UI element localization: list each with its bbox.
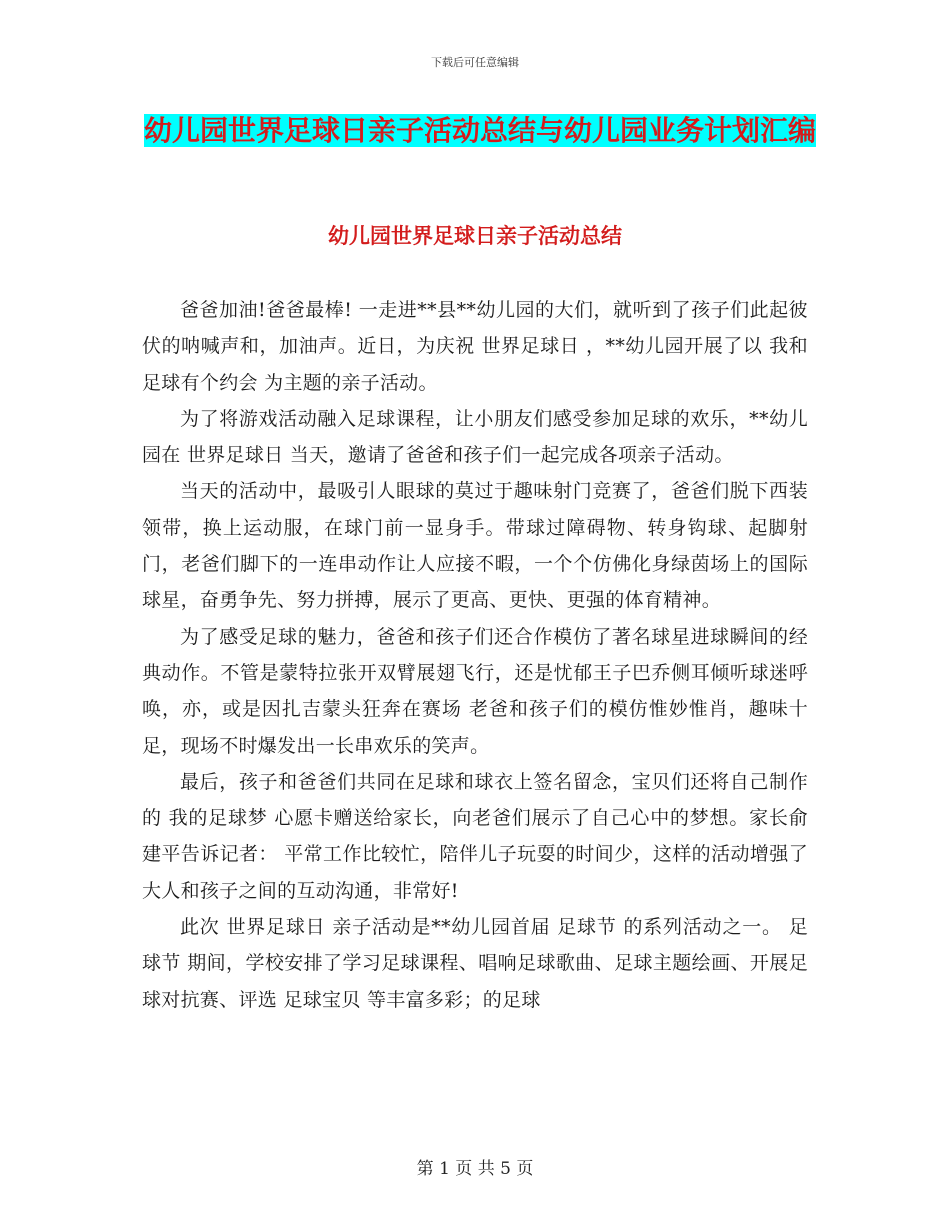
document-body [142, 292, 808, 1018]
section-title: 幼儿园世界足球日亲子活动总结 [328, 224, 622, 248]
body-paragraph: 为了感受足球的魅力，爸爸和孩子们还合作模仿了著名球星进球瞬间的经典动作。不管是蒙特拉张开双臂展翅飞行，还是忧郁王子巴乔侧耳倾听球迷呼唤，亦，或是因扎吉蒙头狂奔在赛场 老爸和孩子们的模仿惟妙惟肖，趣味十足，现场不时爆发出一长串欢乐的笑声。 [142, 625, 808, 757]
body-paragraph: 最后，孩子和爸爸们共同在足球和球衣上签名留念，宝贝们还将自己制作的 我的足球梦 心愿卡赠送给家长，向老爸们展示了自己心中的梦想。家长俞建平告诉记者： 平常工作比较忙，陪伴儿子玩耍的时间少，这样的活动增强了大人和孩子之间的互动沟通，非常好! [142, 770, 808, 902]
body-paragraph: 当天的活动中，最吸引人眼球的莫过于趣味射门竞赛了，爸爸们脱下西装领带，换上运动服，在球门前一显身手。带球过障碍物、转身钩球、起脚射门，老爸们脚下的一连串动作让人应接不暇，一个个仿佛化身绿茵场上的国际球星，奋勇争先、努力拼搏，展示了更高、更快、更强的体育精神。 [142, 480, 808, 612]
body-paragraph: 爸爸加油!爸爸最棒! 一走进**县**幼儿园的大们，就听到了孩子们此起彼伏的呐喊声和，加油声。近日，为庆祝 世界足球日 ，**幼儿园开展了以 我和足球有个约会 为主题的亲子活动。 [142, 299, 808, 394]
document-title [140, 106, 820, 156]
page-footer: 第 1 页 共 5 页 [416, 1159, 534, 1179]
body-paragraph: 为了将游戏活动融入足球课程，让小朋友们感受参加足球的欢乐，**幼儿园在 世界足球日 当天，邀请了爸爸和孩子们一起完成各项亲子活动。 [142, 407, 808, 467]
document-title-text: 幼儿园世界足球日亲子活动总结与幼儿园业务计划汇编 [143, 114, 816, 147]
body-paragraph: 此次 世界足球日 亲子活动是**幼儿园首届 足球节 的系列活动之一。 足球节 期间，学校安排了学习足球课程、唱响足球歌曲、足球主题绘画、开展足球对抗赛、评选 足球宝贝 等丰富多彩；的足球 [142, 916, 808, 1011]
header-note: 下载后可任意编辑 [431, 56, 519, 69]
